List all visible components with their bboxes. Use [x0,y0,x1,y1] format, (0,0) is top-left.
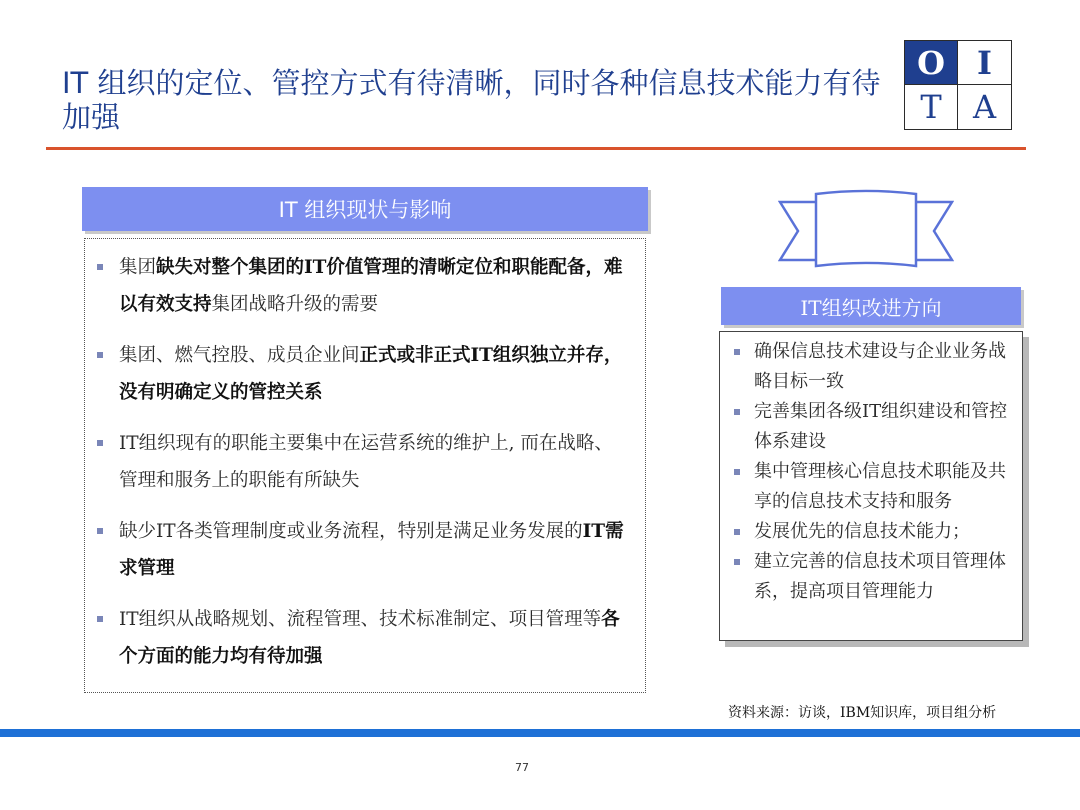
left-item-text-bold: IT需求管理 [119,521,624,579]
logo-letter-o: O [905,41,958,85]
bullet-square-icon [97,528,103,534]
source-note: 资料来源：访谈，IBM知识库，项目组分析 [728,705,997,721]
left-item-text-plain: 集团 [119,257,157,278]
bullet-square-icon [734,409,740,415]
left-item [97,513,631,587]
left-item-text-bold: 各个方面的能力均有待加强 [119,609,620,667]
right-item [732,337,1014,397]
right-item [732,457,1014,517]
right-item-text: 确保信息技术建设与企业业务战略目标一致 [754,341,1006,392]
left-item-text-plain: 缺少IT各类管理制度或业务流程，特别是满足业务发展的 [119,521,583,542]
right-item-text: 建立完善的信息技术项目管理体系，提高项目管理能力 [754,551,1006,602]
right-item-text: 发展优先的信息技术能力； [754,521,970,542]
left-item-text-plain: 集团战略升级的需要 [211,294,379,315]
left-item-text-plain: IT组织从战略规划、流程管理、技术标准制定、项目管理等 [119,609,602,630]
right-item [732,547,1014,607]
left-item [97,249,631,323]
logo-letter-a: A [972,88,997,126]
page-title: IT 组织的定位、管控方式有待清晰，同时各种信息技术能力有待加强 [62,66,881,134]
bullet-square-icon [734,559,740,565]
right-item-text: 完善集团各级IT组织建设和管控体系建设 [754,401,1008,452]
left-item [97,337,631,411]
left-item-text-plain: IT组织现有的职能主要集中在运营系统的维护上, 而在战略、管理和服务上的职能有所缺失 [119,433,613,491]
bullet-square-icon [734,349,740,355]
oita-logo [904,40,1012,130]
left-panel-body [84,238,646,693]
left-item [97,425,631,499]
right-item [732,517,1014,547]
left-item-text-bold: 缺失对整个集团的IT价值管理的清晰定位和职能配备，难以有效支持 [119,257,623,315]
right-item-text: 集中管理核心信息技术职能及共享的信息技术支持和服务 [754,461,1006,512]
bullet-square-icon [97,440,103,446]
bullet-square-icon [734,469,740,475]
right-panel-header: IT组织改进方向 [721,287,1021,325]
bullet-square-icon [734,529,740,535]
banner-ribbon-icon [778,188,954,272]
bullet-square-icon [97,616,103,622]
bullet-square-icon [97,352,103,358]
left-item-text-bold: 正式或非正式IT组织独立并存，没有明确定义的管控关系 [119,345,623,403]
title-divider [46,147,1026,150]
footer-bar [0,729,1080,737]
logo-letter-i: I [958,41,1011,85]
left-panel-header: IT 组织现状与影响 [82,187,648,231]
right-panel-body [719,331,1023,641]
bullet-square-icon [97,264,103,270]
left-item-text-plain: 集团、燃气控股、成员企业间 [119,345,360,366]
logo-letter-t: T [905,85,958,129]
page-number: 77 [515,761,529,774]
left-item [97,601,631,675]
right-item [732,397,1014,457]
